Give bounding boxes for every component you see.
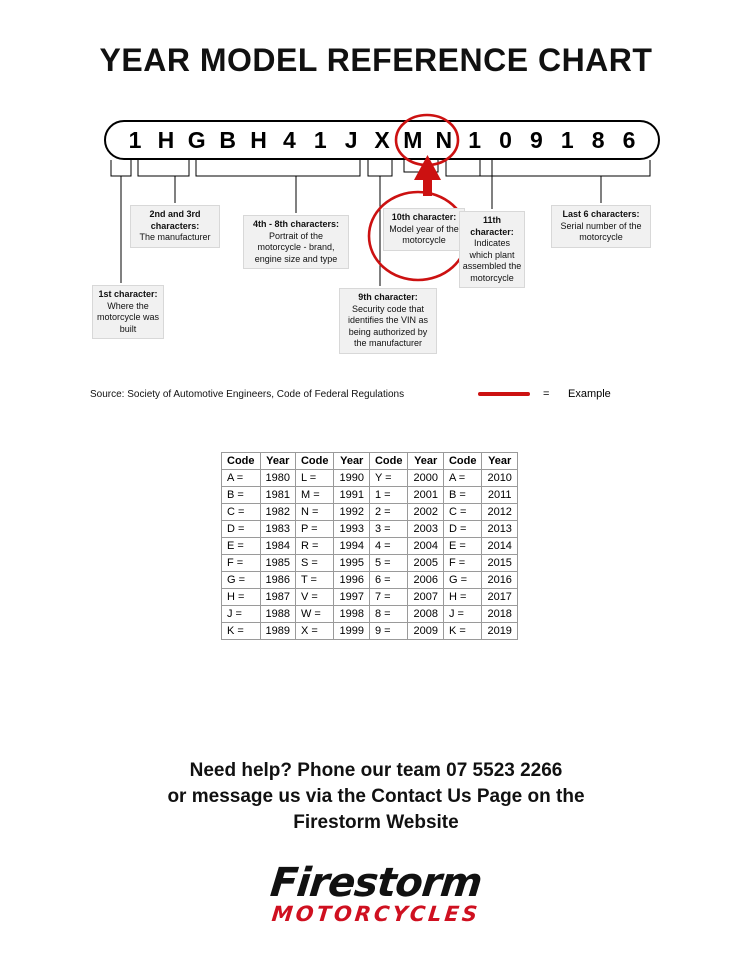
code-cell: 6 = xyxy=(369,572,408,589)
callout-1st-character xyxy=(92,285,164,339)
code-cell: F = xyxy=(222,555,261,572)
code-cell: M = xyxy=(295,487,334,504)
code-cell: H = xyxy=(222,589,261,606)
callout-body: The manufacturer xyxy=(139,232,211,242)
year-code-table xyxy=(221,452,518,640)
code-cell: 2 = xyxy=(369,504,408,521)
code-cell: D = xyxy=(222,521,261,538)
year-cell: 1996 xyxy=(334,572,369,589)
legend-label: Example xyxy=(568,388,611,400)
column-header: Year xyxy=(334,453,369,470)
vin-char: 8 xyxy=(591,127,605,153)
year-cell: 1991 xyxy=(334,487,369,504)
table-row xyxy=(222,487,518,504)
table-row xyxy=(222,623,518,640)
vin-char: 6 xyxy=(622,127,636,153)
callout-body: Where the motorcycle was built xyxy=(96,300,159,334)
code-cell: 1 = xyxy=(369,487,408,504)
help-line-2: or message us via the Contact Us Page on the xyxy=(167,786,585,807)
vin-char: 1 xyxy=(313,127,327,153)
help-text xyxy=(0,758,752,836)
code-cell: E = xyxy=(443,538,482,555)
code-cell: X = xyxy=(295,623,334,640)
code-cell: 9 = xyxy=(369,623,408,640)
year-cell: 2009 xyxy=(408,623,443,640)
code-cell: N = xyxy=(295,504,334,521)
year-cell: 2019 xyxy=(482,623,517,640)
vin-char: 1 xyxy=(560,127,574,153)
vin-char-highlighted: M xyxy=(403,127,423,153)
table-row xyxy=(222,555,518,572)
code-cell: 5 = xyxy=(369,555,408,572)
year-cell: 2010 xyxy=(482,470,517,487)
source-note: Source: Society of Automotive Engineers, Code of Federal Regulations xyxy=(90,389,405,400)
year-cell: 1988 xyxy=(260,606,295,623)
year-cell: 2015 xyxy=(482,555,517,572)
table-body xyxy=(222,470,518,640)
callout-heading: 9th character: xyxy=(358,292,418,302)
table-row xyxy=(222,504,518,521)
year-cell: 1992 xyxy=(334,504,369,521)
vin-char: 9 xyxy=(529,127,543,153)
year-cell: 1981 xyxy=(260,487,295,504)
year-cell: 1994 xyxy=(334,538,369,555)
callout-9th-character xyxy=(339,288,437,354)
year-cell: 2008 xyxy=(408,606,443,623)
year-cell: 1990 xyxy=(334,470,369,487)
code-cell: C = xyxy=(222,504,261,521)
logo-wordmark: Firestorm xyxy=(268,860,484,906)
column-header: Code xyxy=(443,453,482,470)
year-cell: 1999 xyxy=(334,623,369,640)
year-cell: 2014 xyxy=(482,538,517,555)
callout-body: Indicates which plant assembled the motorcycle xyxy=(462,238,522,283)
vin-char: B xyxy=(219,127,236,153)
help-line-3: Firestorm Website xyxy=(293,812,459,833)
callout-body: Model year of the motorcycle xyxy=(389,223,459,245)
table-row xyxy=(222,470,518,487)
firestorm-logo xyxy=(196,860,556,932)
year-cell: 1983 xyxy=(260,521,295,538)
code-cell: P = xyxy=(295,521,334,538)
red-arrow-icon xyxy=(414,155,441,196)
year-cell: 2000 xyxy=(408,470,443,487)
code-cell: B = xyxy=(443,487,482,504)
code-cell: B = xyxy=(222,487,261,504)
vin-char: 0 xyxy=(499,127,512,153)
year-cell: 2012 xyxy=(482,504,517,521)
callout-4th-8th-characters xyxy=(243,215,349,269)
code-cell: C = xyxy=(443,504,482,521)
year-cell: 1997 xyxy=(334,589,369,606)
code-cell: W = xyxy=(295,606,334,623)
callout-body: Security code that identifies the VIN as being authorized by the manufacturer xyxy=(347,303,429,348)
year-cell: 1993 xyxy=(334,521,369,538)
year-cell: 2018 xyxy=(482,606,517,623)
code-cell: Y = xyxy=(369,470,408,487)
table-row xyxy=(222,538,518,555)
vin-number-box xyxy=(104,120,660,160)
year-cell: 1987 xyxy=(260,589,295,606)
code-cell: A = xyxy=(443,470,482,487)
code-cell: 4 = xyxy=(369,538,408,555)
year-cell: 1986 xyxy=(260,572,295,589)
table-row xyxy=(222,589,518,606)
code-cell: F = xyxy=(443,555,482,572)
page-title: YEAR MODEL REFERENCE CHART xyxy=(99,42,653,78)
year-cell: 1989 xyxy=(260,623,295,640)
vin-char: G xyxy=(187,127,206,153)
vin-char: J xyxy=(344,127,358,153)
code-cell: G = xyxy=(443,572,482,589)
code-cell: E = xyxy=(222,538,261,555)
year-cell: 2017 xyxy=(482,589,517,606)
callout-11th-character xyxy=(459,211,525,288)
code-cell: J = xyxy=(443,606,482,623)
code-cell: 7 = xyxy=(369,589,408,606)
year-cell: 1995 xyxy=(334,555,369,572)
callout-2nd-3rd-characters xyxy=(130,205,220,248)
column-header: Year xyxy=(408,453,443,470)
vin-char: 4 xyxy=(282,127,296,153)
vin-char: X xyxy=(374,127,390,153)
callout-heading: Last 6 characters: xyxy=(562,209,640,219)
column-header: Code xyxy=(222,453,261,470)
column-header: Code xyxy=(369,453,408,470)
help-line-1: Need help? Phone our team 07 5523 2266 xyxy=(189,760,563,781)
column-header: Year xyxy=(260,453,295,470)
vin-char: 1 xyxy=(468,127,482,153)
year-cell: 2007 xyxy=(408,589,443,606)
vin-char: N xyxy=(435,127,453,153)
callout-last-6-characters xyxy=(551,205,651,248)
year-cell: 1982 xyxy=(260,504,295,521)
column-header: Year xyxy=(482,453,517,470)
year-cell: 1985 xyxy=(260,555,295,572)
code-cell: R = xyxy=(295,538,334,555)
callout-body: Portrait of the motorcycle - brand, engine size and type xyxy=(254,230,338,264)
callout-heading: 2nd and 3rd characters: xyxy=(149,209,201,231)
year-cell: 2001 xyxy=(408,487,443,504)
code-cell: J = xyxy=(222,606,261,623)
callout-body: Serial number of the motorcycle xyxy=(560,220,642,242)
year-cell: 1998 xyxy=(334,606,369,623)
year-cell: 2003 xyxy=(408,521,443,538)
code-cell: A = xyxy=(222,470,261,487)
callout-heading: 1st character: xyxy=(98,289,158,299)
vin-char: 1 xyxy=(128,127,142,153)
code-cell: K = xyxy=(443,623,482,640)
table-header-row xyxy=(222,453,518,470)
logo-subtitle: MOTORCYCLES xyxy=(270,902,482,926)
code-cell: K = xyxy=(222,623,261,640)
year-cell: 1984 xyxy=(260,538,295,555)
table-row xyxy=(222,606,518,623)
year-cell: 2005 xyxy=(408,555,443,572)
vin-char: H xyxy=(157,127,175,153)
code-cell: G = xyxy=(222,572,261,589)
code-cell: D = xyxy=(443,521,482,538)
year-cell: 2013 xyxy=(482,521,517,538)
code-cell: L = xyxy=(295,470,334,487)
year-cell: 2002 xyxy=(408,504,443,521)
year-cell: 2016 xyxy=(482,572,517,589)
code-cell: H = xyxy=(443,589,482,606)
callout-heading: 11th character: xyxy=(470,215,514,237)
code-cell: V = xyxy=(295,589,334,606)
code-cell: 8 = xyxy=(369,606,408,623)
year-cell: 1980 xyxy=(260,470,295,487)
vin-char: H xyxy=(250,127,267,153)
code-cell: T = xyxy=(295,572,334,589)
year-cell: 2004 xyxy=(408,538,443,555)
code-cell: 3 = xyxy=(369,521,408,538)
callout-10th-character xyxy=(383,208,465,251)
column-header: Code xyxy=(295,453,334,470)
table-row xyxy=(222,572,518,589)
callout-heading: 10th character: xyxy=(391,212,457,222)
table-row xyxy=(222,521,518,538)
legend-equals-sign: = xyxy=(543,388,550,400)
year-cell: 2006 xyxy=(408,572,443,589)
code-cell: S = xyxy=(295,555,334,572)
callout-heading: 4th - 8th characters: xyxy=(252,219,340,229)
year-cell: 2011 xyxy=(482,487,517,504)
